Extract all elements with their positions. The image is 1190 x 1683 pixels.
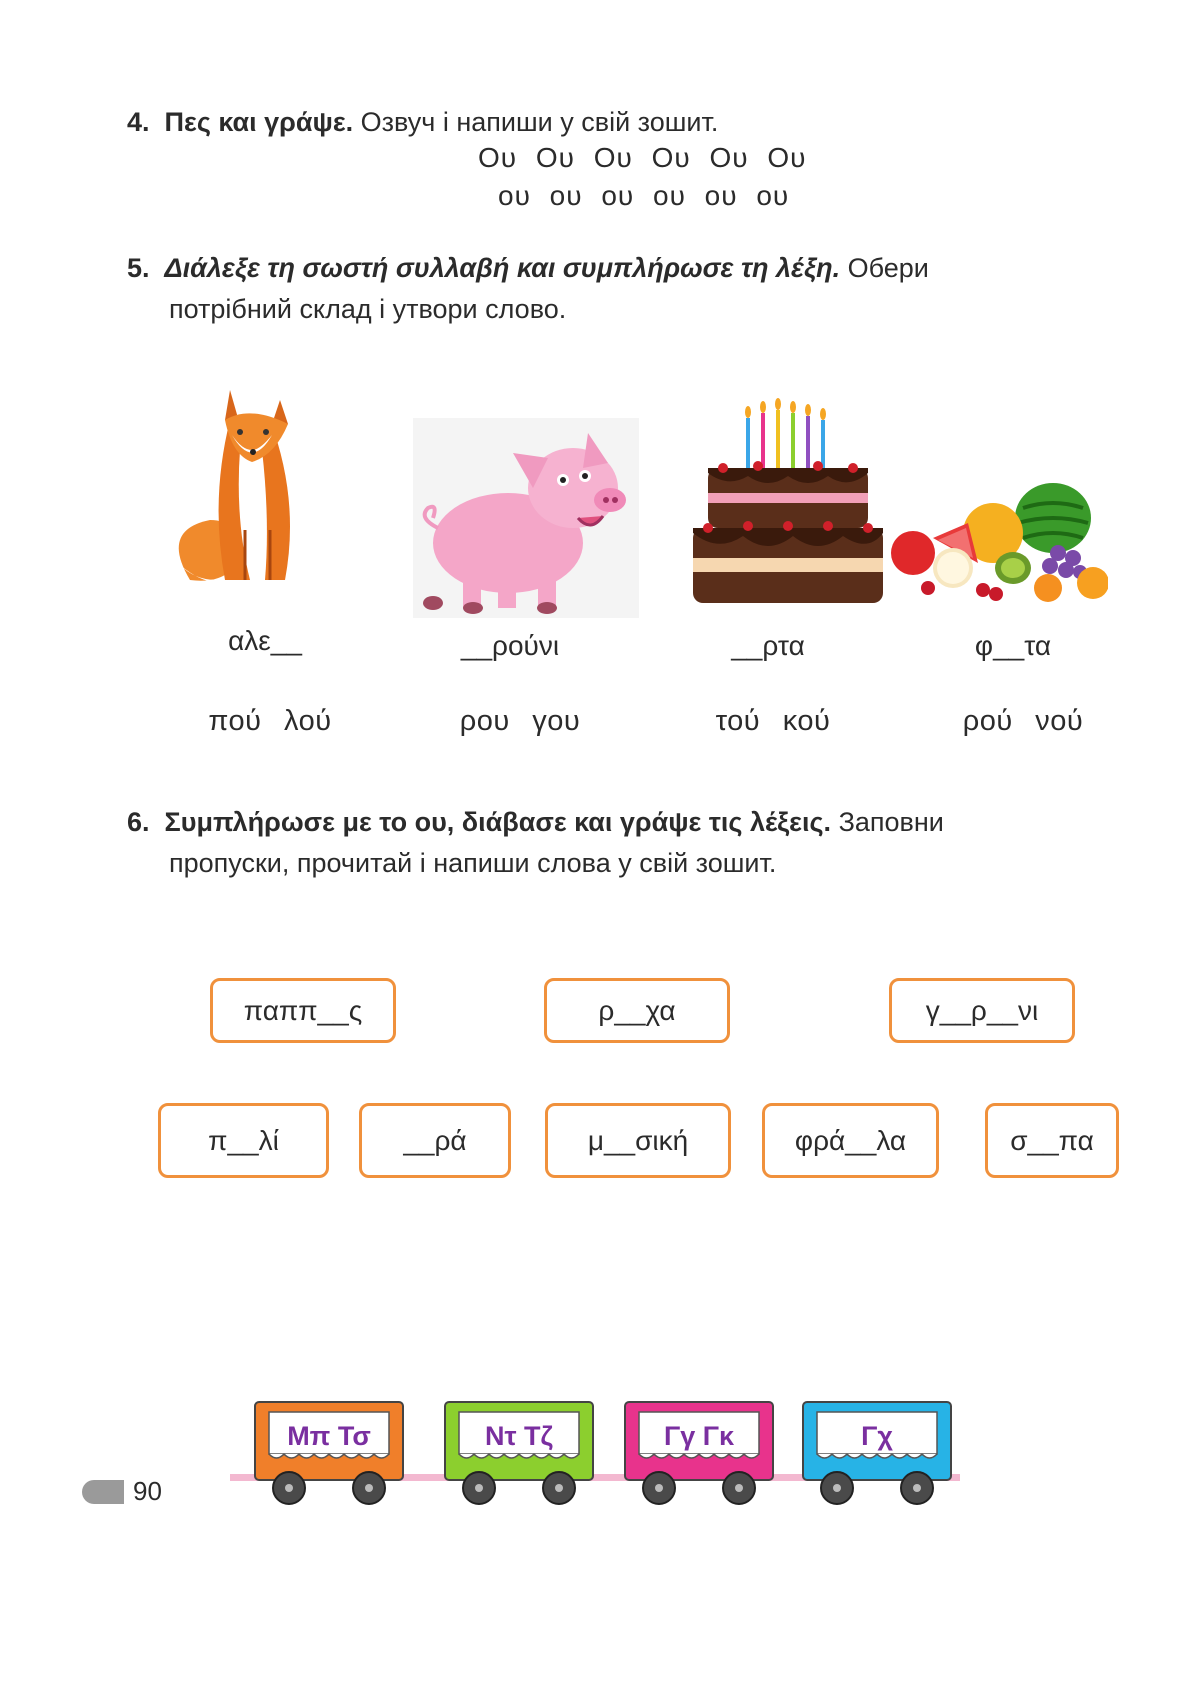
task5-word-4: φ__τα [974, 630, 1052, 661]
task4-upper-row: Oυ Oυ Oυ Oυ Oυ Oυ [478, 142, 807, 173]
train-wagon-label-2: Ντ Τζ [485, 1421, 553, 1451]
task5-word-3: __ρτα [731, 630, 805, 661]
train-wagon-label-3: Γγ Γκ [663, 1421, 735, 1451]
task6-heading [127, 802, 944, 842]
task5-choices-4: ρού νού [962, 705, 1084, 737]
word-box-3[interactable]: γ__ρ__νι [889, 978, 1075, 1043]
train-wagon-1 [255, 1402, 403, 1504]
word-box-4[interactable]: π__λί [158, 1103, 329, 1178]
task4-heading [127, 102, 718, 142]
pig-picture [413, 418, 639, 618]
page-number: 90 [133, 1476, 162, 1506]
task4-title: Πες και γράψε. [164, 107, 354, 137]
word-box-8[interactable]: σ__πα [985, 1103, 1119, 1178]
train-wagon-3 [625, 1402, 773, 1504]
word-box-5[interactable]: __ρά [359, 1103, 511, 1178]
task5-title: Διάλεξε τη σωστή συλλαβή και συμπλήρωσε τη λέξη. [164, 253, 841, 283]
task6-instruction-2: пропуски, прочитай і напиши слова у свій зошит. [169, 848, 777, 878]
train-wagon-label-1: Μπ Τσ [287, 1421, 371, 1451]
task5-word-1: αλε__ [228, 625, 302, 656]
cake-picture [688, 398, 888, 613]
task5-choices-3: τού κού [715, 705, 831, 737]
train-wagon-2 [445, 1402, 593, 1504]
page-tab [82, 1480, 124, 1504]
task6-title: Συμπλήρωσε με το ου, διάβασε και γράψε τις λέξεις. [164, 807, 832, 837]
task4-instruction: Озвуч і напиши у свій зошит. [360, 107, 719, 137]
train-wagon-4 [803, 1402, 951, 1504]
task4-number: 4. [127, 107, 150, 137]
task6-number: 6. [127, 807, 150, 837]
task4-lower-row: ου ου ου ου ου ου [498, 180, 790, 211]
task5-word-2: __ρούνι [460, 630, 560, 661]
task5-heading [127, 248, 929, 288]
task5-choices-1: πού λού [208, 705, 332, 737]
task6-instruction-1: Заповни [838, 807, 944, 837]
task5-choices-2: ρου γου [459, 705, 581, 737]
train-wagon-label-4: Γχ [861, 1421, 893, 1451]
fruits-picture [888, 478, 1108, 608]
word-box-7[interactable]: φρά__λα [762, 1103, 939, 1178]
word-box-2[interactable]: ρ__χα [544, 978, 730, 1043]
task5-instruction-2: потрібний склад і утвори слово. [169, 294, 567, 324]
word-box-6[interactable]: μ__σική [545, 1103, 731, 1178]
train-illustration [225, 1400, 965, 1520]
task5-instruction-1: Обери [847, 253, 929, 283]
task5-number: 5. [127, 253, 150, 283]
fox-picture [170, 380, 320, 600]
word-box-1[interactable]: παππ__ς [210, 978, 396, 1043]
